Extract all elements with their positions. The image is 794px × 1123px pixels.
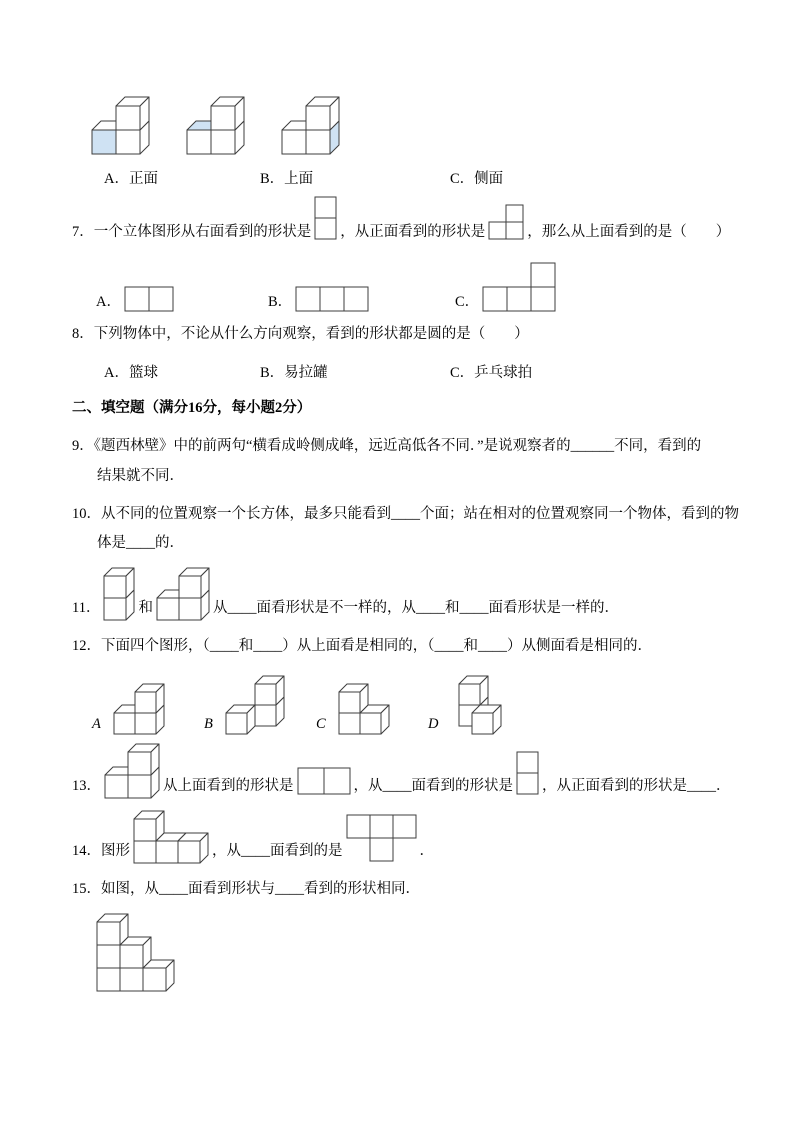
q12-figure-c	[338, 683, 390, 735]
q11-figure-1	[103, 567, 135, 621]
q13-text-2: 从上面看到的形状是	[163, 778, 294, 795]
q8-options	[104, 361, 738, 382]
question-13	[72, 743, 738, 802]
q7-text-1: 7．一个立体图形从右面看到的形状是	[72, 224, 312, 240]
q7-option-b	[268, 286, 455, 312]
q6-options	[104, 167, 738, 188]
q7-front-view-figure	[488, 204, 524, 240]
q7-options	[96, 262, 738, 312]
section-2-header: 二、填空题（满分16分，每小题2分）	[72, 400, 312, 417]
question-14	[72, 810, 738, 867]
q8-option-b: B．易拉罐	[260, 365, 328, 382]
q13-top-view-figure	[297, 767, 351, 795]
q13-side-view-figure	[516, 751, 539, 795]
q7-option-c-label: C．	[455, 293, 480, 310]
q12-figure-c-group	[316, 683, 428, 735]
q12-figure-a	[113, 683, 165, 735]
question-7	[72, 196, 738, 248]
q12-label-d: D	[428, 716, 439, 733]
q7-text-2: ，从正面看到的形状是	[340, 224, 486, 240]
q6-option-c: C．侧面	[450, 171, 504, 187]
question-12: 12．下面四个图形，（____和____）从上面看是相同的，（____和____）从侧面看是相同的．	[72, 637, 652, 654]
q6-option-b: B．上面	[260, 171, 314, 187]
q7-option-c	[455, 262, 559, 312]
q14-text-3: ．	[419, 843, 434, 860]
q12-figure-row	[92, 675, 738, 735]
question-10	[72, 500, 738, 559]
q6-option-a: A．正面	[104, 171, 158, 187]
q10-line-2: 体是____的．	[97, 535, 184, 552]
q12-figure-b	[225, 675, 285, 735]
q8-option-c: C．乒乓球拍	[450, 365, 533, 382]
q9-line-2: 结果就不同．	[97, 467, 184, 484]
q7-option-b-label: B．	[268, 293, 293, 310]
q7-option-a-label: A．	[96, 293, 121, 310]
question-9	[72, 432, 738, 491]
q8-option-a: A．篮球	[104, 365, 158, 382]
q9-line-1: 9．《题西林壁》中的前两句“横看成岭侧成峰，远近高低各不同．”是说观察者的______不同，看到的	[72, 438, 702, 455]
q12-figure-d-group	[428, 675, 540, 735]
q7-option-c-figure	[482, 262, 556, 312]
q7-option-a	[96, 286, 268, 312]
q11-text-1: 11．	[72, 600, 101, 617]
q15-object-figure	[96, 913, 175, 992]
q11-figure-2	[156, 567, 210, 621]
q7-option-a-figure	[124, 286, 174, 312]
q11-text-2: 和	[138, 600, 153, 617]
q12-label-c: C	[316, 716, 326, 733]
q12-label-a: A	[92, 716, 101, 733]
q7-text-3: ，那么从上面看到的是（ ）	[527, 224, 731, 240]
q6-view-figures	[88, 96, 738, 155]
q7-option-b-figure	[295, 286, 369, 312]
q13-object-figure	[104, 743, 160, 799]
q12-figure-d	[450, 675, 510, 735]
question-15: 15．如图，从____面看到形状与____看到的形状相同．	[72, 880, 420, 897]
q7-right-view-figure	[314, 196, 337, 240]
q14-view-figure	[346, 814, 417, 862]
q6-view-b-figure	[186, 96, 245, 155]
question-8: 8．下列物体中，不论从什么方向观察，看到的形状都是圆的是（ ）	[72, 325, 529, 342]
q12-figure-b-group	[204, 675, 316, 735]
q13-text-1: 13．	[72, 778, 101, 795]
q13-text-4: ，从正面看到的形状是____．	[542, 778, 731, 795]
q6-view-a-figure	[91, 96, 150, 155]
q12-figure-a-group	[92, 683, 204, 735]
question-11	[72, 567, 738, 624]
q14-text-2: ，从____面看到的是	[212, 843, 343, 860]
q12-label-b: B	[204, 716, 213, 733]
q14-text-1: 14．图形	[72, 843, 130, 860]
q6-view-c-figure	[281, 96, 340, 155]
q14-object-figure	[133, 810, 209, 864]
q11-text-3: 从____面看形状是不一样的，从____和____面看形状是一样的．	[212, 600, 619, 617]
q15-figure-block	[93, 913, 738, 997]
q10-line-1: 10．从不同的位置观察一个长方体，最多只能看到____个面；站在相对的位置观察同一个物体，看到的物	[72, 505, 739, 522]
q13-text-3: ，从____面看到的形状是	[353, 778, 513, 795]
